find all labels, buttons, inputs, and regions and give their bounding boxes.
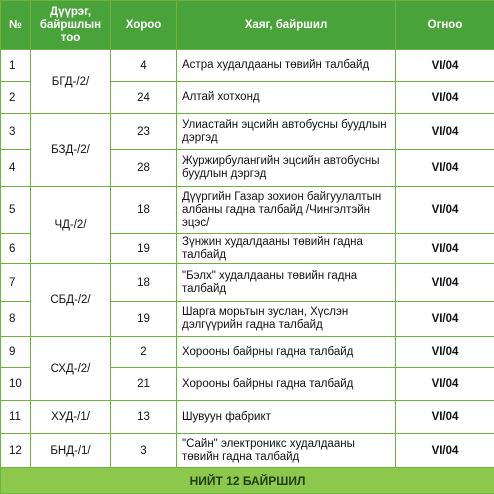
row-num: 4 bbox=[1, 150, 31, 187]
address-cell: Журжирбулангийн эцсийн автобусны буудлын дэргэд bbox=[177, 150, 396, 187]
district-cell: ХУД-/1/ bbox=[31, 401, 111, 434]
date-cell: VI/04 bbox=[396, 368, 494, 401]
district-cell: БНД-/1/ bbox=[31, 434, 111, 468]
row-num: 7 bbox=[1, 264, 31, 302]
row-num: 1 bbox=[1, 50, 31, 82]
table-footer-row bbox=[1, 468, 494, 494]
table-row bbox=[1, 337, 494, 368]
date-cell: VI/04 bbox=[396, 337, 494, 368]
table-row bbox=[1, 187, 494, 234]
row-num: 9 bbox=[1, 337, 31, 368]
khoroo-cell: 28 bbox=[111, 150, 177, 187]
district-cell: СБД-/2/ bbox=[31, 264, 111, 337]
district-cell: СХД-/2/ bbox=[31, 337, 111, 401]
address-cell: "Бэлх" худалдааны төвийн гадна талбайд bbox=[177, 264, 396, 302]
row-num: 5 bbox=[1, 187, 31, 234]
row-num: 11 bbox=[1, 401, 31, 434]
header-date: Огноо bbox=[396, 1, 494, 50]
row-num: 6 bbox=[1, 234, 31, 264]
address-cell: Хорооны байрны гадна талбайд bbox=[177, 337, 396, 368]
table-row bbox=[1, 50, 494, 82]
date-cell: VI/04 bbox=[396, 264, 494, 302]
row-num: 3 bbox=[1, 114, 31, 150]
khoroo-cell: 19 bbox=[111, 234, 177, 264]
table-row bbox=[1, 401, 494, 434]
row-num: 10 bbox=[1, 368, 31, 401]
address-cell: Улиастайн эцсийн автобусны буудлын дэргэд bbox=[177, 114, 396, 150]
table-row bbox=[1, 434, 494, 468]
khoroo-cell: 21 bbox=[111, 368, 177, 401]
table-row bbox=[1, 114, 494, 150]
date-cell: VI/04 bbox=[396, 114, 494, 150]
khoroo-cell: 4 bbox=[111, 50, 177, 82]
address-cell: Алтай хотхонд bbox=[177, 82, 396, 114]
khoroo-cell: 24 bbox=[111, 82, 177, 114]
address-cell: Хорооны байрны гадна талбайд bbox=[177, 368, 396, 401]
district-cell: ЧД-/2/ bbox=[31, 187, 111, 264]
date-cell: VI/04 bbox=[396, 187, 494, 234]
table-row bbox=[1, 264, 494, 302]
date-cell: VI/04 bbox=[396, 50, 494, 82]
address-cell: Астра худалдааны төвийн талбайд bbox=[177, 50, 396, 82]
header-khoroo: Хороо bbox=[111, 1, 177, 50]
address-cell: Дүүргийн Газар зохион байгуулалтын албаны гадна талбайд /Чингэлтэйн эцэс/ bbox=[177, 187, 396, 234]
khoroo-cell: 23 bbox=[111, 114, 177, 150]
date-cell: VI/04 bbox=[396, 302, 494, 337]
header-address: Хаяг, байршил bbox=[177, 1, 396, 50]
date-cell: VI/04 bbox=[396, 234, 494, 264]
district-cell: БГД-/2/ bbox=[31, 50, 111, 114]
address-cell: Шарга морьтын зуслан, Хүслэн дэлгүүрийн гадна талбайд bbox=[177, 302, 396, 337]
row-num: 8 bbox=[1, 302, 31, 337]
header-district: Дүүрэг, байршлын тоо bbox=[31, 1, 111, 50]
khoroo-cell: 3 bbox=[111, 434, 177, 468]
total-locations: НИЙТ 12 БАЙРШИЛ bbox=[1, 468, 494, 494]
header-num: № bbox=[1, 1, 31, 50]
khoroo-cell: 18 bbox=[111, 264, 177, 302]
address-cell: Зүнжин худалдааны төвийн гадна талбайд bbox=[177, 234, 396, 264]
date-cell: VI/04 bbox=[396, 82, 494, 114]
table-header-row bbox=[1, 1, 494, 50]
khoroo-cell: 19 bbox=[111, 302, 177, 337]
address-cell: Шувуун фабрикт bbox=[177, 401, 396, 434]
district-cell: БЗД-/2/ bbox=[31, 114, 111, 187]
date-cell: VI/04 bbox=[396, 150, 494, 187]
date-cell: VI/04 bbox=[396, 401, 494, 434]
date-cell: VI/04 bbox=[396, 434, 494, 468]
khoroo-cell: 18 bbox=[111, 187, 177, 234]
khoroo-cell: 2 bbox=[111, 337, 177, 368]
row-num: 2 bbox=[1, 82, 31, 114]
address-cell: "Сайн" электроникс худалдааны төвийн гадна талбайд bbox=[177, 434, 396, 468]
row-num: 12 bbox=[1, 434, 31, 468]
khoroo-cell: 13 bbox=[111, 401, 177, 434]
